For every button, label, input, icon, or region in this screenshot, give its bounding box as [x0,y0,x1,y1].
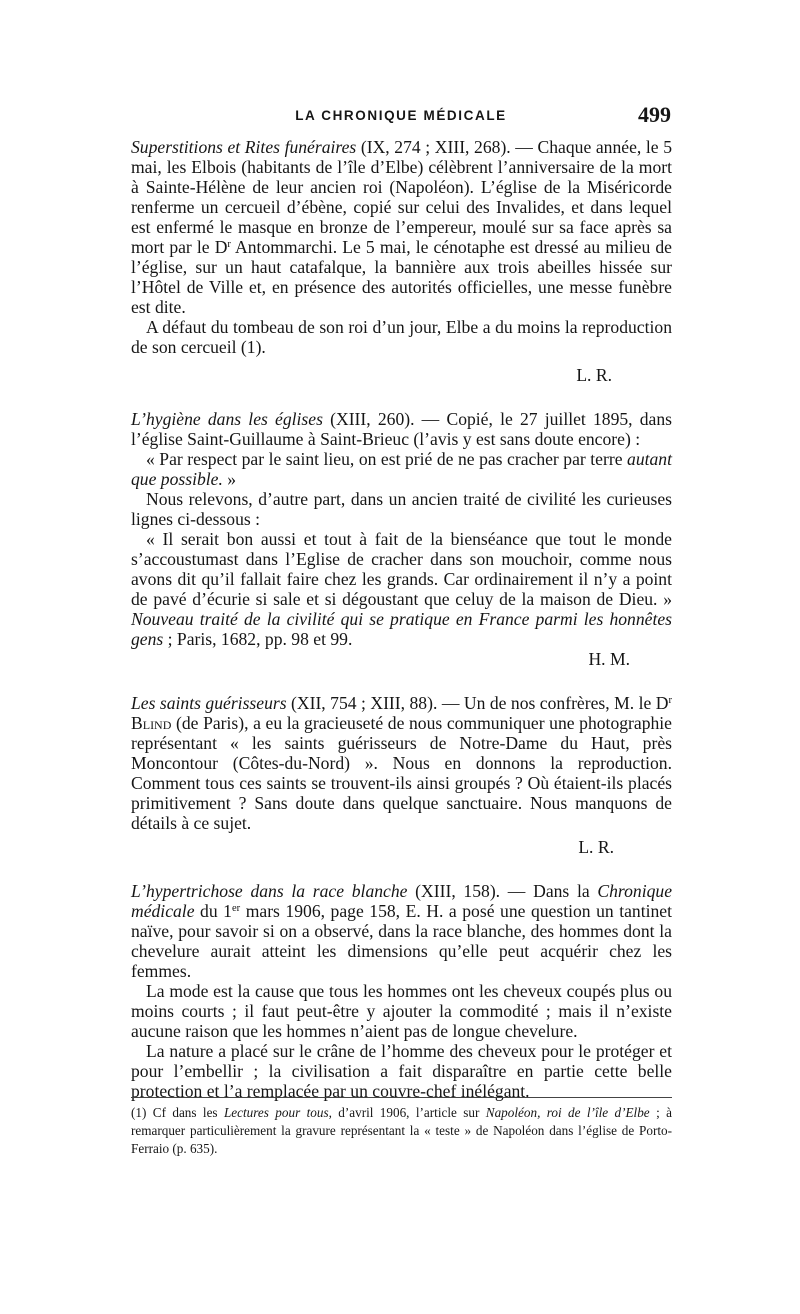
article-paragraph: Nous relevons, d’autre part, dans un ancien traité de civilité les curieuses lignes ci-dessous : [131,489,672,529]
article-paragraph [131,409,672,449]
author-signature: L. R. [576,365,612,385]
quotation [131,529,672,649]
article-paragraph: La mode est la cause que tous les hommes ont les cheveux coupés plus ou moins courts ; il faut peut-être y ajouter la commodité ; mais il n’existe aucune raison que les hommes n’aient pas de longue chevelure. [131,981,672,1041]
superscript: er [231,903,241,914]
page-header [131,102,671,132]
paragraph-text: Copié, le 27 juillet 1895, dans l’église Saint-Guillaume à Saint-Brieuc (l’avis y est sans doute encore) : [131,409,673,449]
journal-title: Chronique médicale [131,881,673,921]
paragraph-text: Un de nos confrères, M. le D [463,693,669,713]
article-title: L’hypertrichose dans la race blanche [131,881,408,901]
article-paragraph [131,881,672,981]
article-paragraph [131,693,672,833]
footnote-text: ; à remarquer particulièrement la gravure représentant la « teste » de Napoléon dans l’église de Porto-Ferraio (p. 635). [131,1105,672,1156]
author-signature: L. R. [578,837,614,857]
footnote [131,1104,672,1158]
article-saints [131,693,672,857]
quote-italic: autant que possible. [131,449,672,489]
quote-text: « Par respect par le saint lieu, on est prié de ne pas cracher par terre [146,449,628,469]
person-name: Blind [131,713,172,733]
footnote-italic: Napoléon, roi de l’île d’Elbe [485,1105,650,1120]
article-title: Les saints guérisseurs [131,693,287,713]
paragraph-text: du 1 [194,901,232,921]
author-signature: H. M. [588,649,630,669]
paragraph-text: mars 1906, page 158, E. H. a posé une question un tantinet naïve, pour savoir si on a observé, dans la race blanche, des hommes dont la chevelure aurait atteint les dimensions qu’elle peut acquérir chez les femmes. [131,901,672,981]
quote-text: ; Paris, 1682, pp. 98 et 99. [163,629,353,649]
running-title: LA CHRONIQUE MÉDICALE [295,108,507,123]
paragraph-text: Antommarchi. Le 5 mai, le cénotaphe est dressé au milieu de l’église, sur un haut catafalque, la bannière aux trois abeilles hissée sur l’Hôtel de Ville et, en présence des autorités officielles, une messe funèbre est dite. [131,237,672,317]
article-title: L’hygiène dans les églises [131,409,323,429]
footnote-italic: Lectures pour tous [223,1105,329,1120]
footnote-divider [131,1097,672,1098]
article-paragraph: A défaut du tombeau de son roi d’un jour, Elbe a du moins la reproduction de son cercueil (1). [131,317,672,357]
article-hygiene [131,409,672,669]
article-ref: (IX, 274 ; XIII, 268). — [356,137,538,157]
article-title: Superstitions et Rites funéraires [131,137,357,157]
article-ref: (XIII, 260). — [322,409,447,429]
article-ref: (XIII, 158). — [407,881,534,901]
book-title: Nouveau traité de la civilité qui se pratique en France parmi les honnêtes gens [131,609,672,649]
superscript: r [227,239,231,250]
paragraph-text: (de Paris), a eu la gracieuseté de nous communiquer une photographie représentant « les saints guérisseurs de Notre-Dame du Haut, près Moncontour (Côtes-du-Nord) ». Nous en donnons la reproduction. Comment tous ces saints se trouvent-ils ainsi groupés ? Où étaient-ils placés primitivement ? Sans doute dans quelque sanctuaire. Nous manquons de détails à ce sujet. [131,713,672,833]
superscript: r [668,695,672,706]
quote-text: « Il serait bon aussi et tout à fait de la bienséance que tout le monde s’accoustumast dans l’Eglise de cracher dans son mouchoir, comme nous avons dit qu’il fallait faire chez les grands. Car ordinairement il n’y a point de pavé d’écurie si sale et si dégoustant que celuy de la maison de Dieu. » [131,529,672,609]
quote-text: » [222,469,237,489]
footnote-text: , d’avril 1906, l’article sur [328,1105,486,1120]
footnote-text: (1) Cf dans les [131,1105,224,1120]
paragraph-text: Dans la [533,881,598,901]
article-paragraph [131,137,672,317]
article-paragraph: La nature a placé sur le crâne de l’homme des cheveux pour le protéger et pour l’embellir ; la civilisation a fait disparaître en partie cette belle protection et l’a remplacée par un couvre-chef inélégant. [131,1041,672,1101]
quotation [131,449,672,489]
article-hypertrichose [131,881,672,1101]
paragraph-text: Chaque année, le 5 mai, les Elbois (habitants de l’île d’Elbe) célèbrent l’anniversaire de la mort à Sainte-Hélène de leur ancien roi (Napoléon). L’église de la Miséricorde renferme un cercueil d’ébène, copié sur celui des Invalides, et dans lequel est enfermé le masque en bronze de l’empereur, moulé sur sa face après sa mort par le D [131,137,672,257]
article-superstitions [131,137,672,385]
article-ref: (XII, 754 ; XIII, 88). — [286,693,464,713]
page-number: 499 [638,102,671,127]
page-body [131,137,672,1101]
